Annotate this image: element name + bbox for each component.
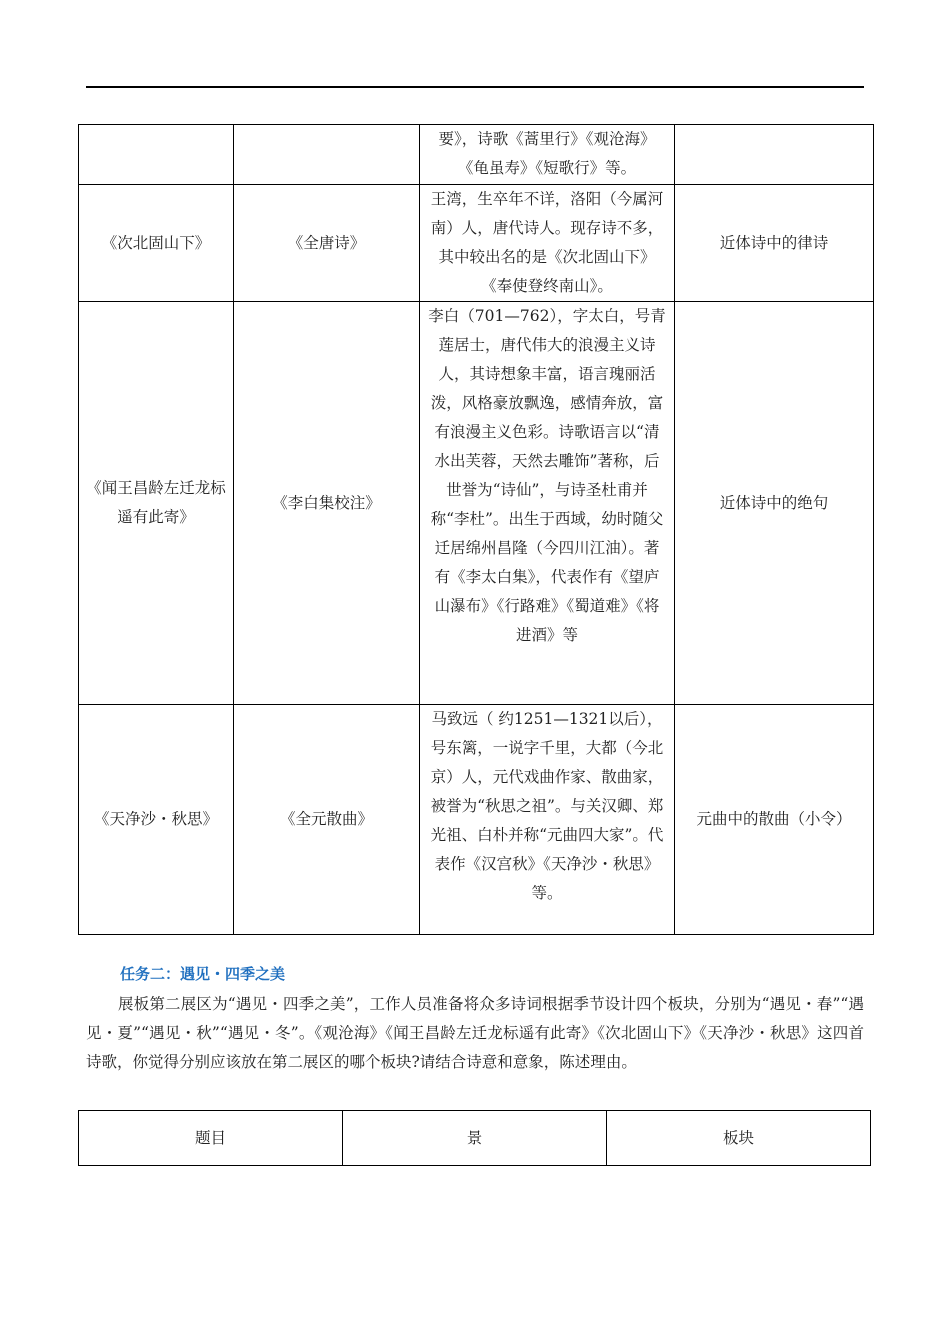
table-row <box>79 125 874 185</box>
header-rule <box>86 86 864 88</box>
genre-cell: 近体诗中的律诗 <box>675 185 874 302</box>
title-cell: 《天净沙・秋思》 <box>79 705 234 935</box>
task-title: 任务二：遇见・四季之美 <box>120 965 286 983</box>
table-row <box>79 705 874 935</box>
title-cell <box>79 125 234 185</box>
authors-table <box>78 124 874 935</box>
genre-cell: 近体诗中的绝句 <box>675 302 874 705</box>
table-header-row <box>79 1111 871 1166</box>
title-cell: 《次北固山下》 <box>79 185 234 302</box>
author-description-cell: 王湾，生卒年不详，洛阳（今属河南）人，唐代诗人。现存诗不多，其中较出名的是《次北固山下》《奉使登终南山》。 <box>420 185 675 302</box>
column-header-title: 题目 <box>79 1111 343 1166</box>
column-header-scenery: 景 <box>343 1111 607 1166</box>
genre-cell <box>675 125 874 185</box>
task-body: 展板第二展区为“遇见・四季之美”，工作人员准备将众多诗词根据季节设计四个板块，分别为“遇见・春”“遇见・夏”“遇见・秋”“遇见・冬”。《观沧海》《闻王昌龄左迁龙标遥有此寄》《次北固山下》《天净沙・秋思》这四首诗歌，你觉得分别应该放在第二展区的哪个板块?请结合诗意和意象，陈述理由。 <box>86 995 864 1071</box>
seasons-table <box>78 1110 871 1166</box>
title-cell: 《闻王昌龄左迁龙标遥有此寄》 <box>79 302 234 705</box>
genre-cell: 元曲中的散曲（小令） <box>675 705 874 935</box>
author-description-cell: 要》，诗歌《蒿里行》《观沧海》《龟虽寿》《短歌行》等。 <box>420 125 675 185</box>
source-cell: 《全唐诗》 <box>234 185 420 302</box>
source-cell: 《全元散曲》 <box>234 705 420 935</box>
source-cell: 《李白集校注》 <box>234 302 420 705</box>
author-description-cell: 马致远（ 约1251—1321以后），号东篱，一说字千里，大都（今北京）人，元代戏曲作家、散曲家，被誉为“秋思之祖”。与关汉卿、郑光祖、白朴并称“元曲四大家”。代表作《汉宫秋》《天净沙・秋思》等。 <box>420 705 675 935</box>
source-cell <box>234 125 420 185</box>
author-description-cell: 李白（701—762），字太白，号青莲居士，唐代伟大的浪漫主义诗人，其诗想象丰富，语言瑰丽活泼，风格豪放飘逸，感情奔放，富有浪漫主义色彩。诗歌语言以“清水出芙蓉，天然去雕饰”著称，后世誉为“诗仙”，与诗圣杜甫并称“李杜”。出生于西域，幼时随父迁居绵州昌隆（今四川江油）。著有《李太白集》，代表作有《望庐山瀑布》《行路难》《蜀道难》《将进酒》等 <box>420 302 675 705</box>
table-row <box>79 185 874 302</box>
table-row <box>79 302 874 705</box>
column-header-section: 板块 <box>607 1111 871 1166</box>
